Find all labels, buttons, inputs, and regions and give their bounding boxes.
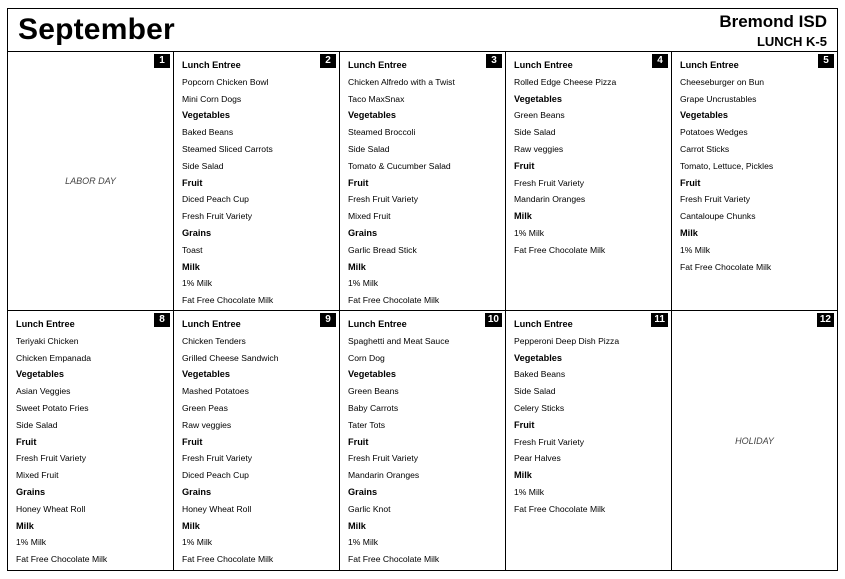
day-menu (514, 316, 649, 518)
menu-category-heading: Milk (348, 520, 366, 531)
menu-category-heading: Vegetables (514, 352, 563, 363)
menu-category-heading: Vegetables (182, 110, 231, 121)
menu-category-heading: Vegetables (514, 93, 563, 104)
menu-item: Garlic Knot (348, 503, 391, 514)
menu-category-heading: Milk (680, 227, 698, 238)
day-cell (672, 52, 837, 311)
day-cell (8, 311, 174, 571)
menu-item: Green Beans (514, 110, 565, 121)
menu-category-heading: Vegetables (348, 369, 397, 380)
menu-category-heading: Fruit (348, 177, 369, 188)
menu-item: Fresh Fruit Variety (514, 436, 585, 447)
day-note: LABOR DAY (65, 176, 116, 186)
menu-category-heading: Lunch Entree (348, 319, 407, 329)
menu-item: Fat Free Chocolate Milk (182, 295, 274, 306)
menu-item: Side Salad (514, 127, 556, 138)
menu-item: Fresh Fruit Variety (514, 177, 585, 188)
menu-item: Fat Free Chocolate Milk (348, 554, 440, 565)
day-number-badge: 4 (652, 54, 668, 68)
day-number-badge: 9 (320, 313, 336, 327)
menu-item: Mini Corn Dogs (182, 93, 242, 104)
menu-item: Fresh Fruit Variety (182, 211, 253, 222)
district-name: Bremond ISD (719, 12, 827, 31)
day-cell (174, 311, 340, 571)
menu-category-heading: Lunch Entree (514, 319, 573, 329)
day-cell (174, 52, 340, 311)
menu-calendar (7, 8, 838, 571)
menu-item: 1% Milk (680, 244, 711, 255)
menu-item: Fresh Fruit Variety (680, 194, 751, 205)
menu-category-heading: Fruit (680, 177, 701, 188)
day-note: HOLIDAY (735, 436, 774, 446)
menu-item: Side Salad (514, 386, 556, 397)
menu-item: Mixed Fruit (348, 211, 391, 222)
menu-item: Fresh Fruit Variety (182, 453, 253, 464)
menu-item: Fresh Fruit Variety (348, 194, 419, 205)
day-cell (672, 311, 837, 571)
menu-item: Mandarin Oranges (348, 470, 420, 481)
menu-item: Tomato, Lettuce, Pickles (680, 160, 774, 171)
menu-item: 1% Milk (182, 278, 213, 289)
menu-item: Chicken Tenders (182, 335, 246, 346)
menu-item: Chicken Empanada (16, 352, 92, 363)
menu-item: Fat Free Chocolate Milk (514, 503, 606, 514)
menu-category-heading: Milk (182, 520, 200, 531)
menu-item: Mixed Fruit (16, 470, 59, 481)
menu-item: Pear Halves (514, 453, 561, 464)
menu-category-heading: Fruit (348, 436, 369, 447)
menu-item: Diced Peach Cup (182, 470, 249, 481)
menu-item: Rolled Edge Cheese Pizza (514, 76, 617, 87)
menu-category-heading: Fruit (182, 177, 203, 188)
menu-item: Fat Free Chocolate Milk (348, 295, 440, 306)
menu-item: Honey Wheat Roll (182, 503, 252, 514)
menu-item: Raw veggies (514, 143, 564, 154)
menu-category-heading: Lunch Entree (182, 319, 241, 329)
day-menu (182, 316, 317, 568)
day-number-badge: 12 (817, 313, 834, 327)
menu-item: Mashed Potatoes (182, 386, 249, 397)
menu-item: Garlic Bread Stick (348, 244, 417, 255)
menu-item: Diced Peach Cup (182, 194, 249, 205)
menu-item: Tater Tots (348, 419, 386, 430)
menu-item: Grape Uncrustables (680, 93, 757, 104)
menu-item: Side Salad (16, 419, 58, 430)
menu-item: 1% Milk (348, 537, 379, 548)
menu-item: Cheeseburger on Bun (680, 76, 765, 87)
menu-item: 1% Milk (348, 278, 379, 289)
menu-category-heading: Grains (182, 486, 212, 497)
menu-category-heading: Milk (16, 520, 34, 531)
month-title: September (18, 13, 175, 46)
menu-item: Baked Beans (182, 127, 234, 138)
menu-category-heading: Grains (16, 486, 46, 497)
menu-category-heading: Lunch Entree (348, 60, 407, 70)
grade-level-label: LUNCH K-5 (756, 34, 827, 49)
menu-category-heading: Fruit (514, 419, 535, 430)
day-menu (680, 57, 815, 275)
menu-category-heading: Vegetables (680, 110, 729, 121)
menu-item: 1% Milk (182, 537, 213, 548)
menu-category-heading: Lunch Entree (182, 60, 241, 70)
menu-item: Potatoes Wedges (680, 127, 748, 138)
menu-item: Baked Beans (514, 369, 566, 380)
day-menu (514, 57, 649, 259)
menu-item: Fat Free Chocolate Milk (16, 554, 108, 565)
menu-item: Asian Veggies (16, 386, 71, 397)
menu-item: Fat Free Chocolate Milk (182, 554, 274, 565)
menu-category-heading: Lunch Entree (16, 319, 75, 329)
menu-item: Carrot Sticks (680, 143, 730, 154)
menu-category-heading: Fruit (182, 436, 203, 447)
menu-category-heading: Lunch Entree (514, 60, 573, 70)
menu-item: Side Salad (182, 160, 224, 171)
menu-item: Toast (182, 244, 203, 255)
day-number-badge: 11 (651, 313, 668, 327)
menu-item: Steamed Sliced Carrots (182, 143, 273, 154)
day-number-badge: 10 (485, 313, 502, 327)
day-menu (348, 57, 483, 309)
day-cell (340, 311, 506, 571)
menu-category-heading: Milk (514, 211, 532, 222)
menu-category-heading: Grains (348, 227, 378, 238)
menu-item: Pepperoni Deep Dish Pizza (514, 335, 620, 346)
menu-category-heading: Milk (182, 261, 200, 272)
menu-category-heading: Lunch Entree (680, 60, 739, 70)
menu-item: Mandarin Oranges (514, 194, 586, 205)
menu-category-heading: Fruit (514, 160, 535, 171)
menu-item: 1% Milk (16, 537, 47, 548)
day-menu (182, 57, 317, 309)
menu-category-heading: Grains (182, 227, 212, 238)
day-cell (340, 52, 506, 311)
menu-item: 1% Milk (514, 227, 545, 238)
menu-item: Steamed Broccoli (348, 127, 416, 138)
menu-item: Fresh Fruit Variety (348, 453, 419, 464)
day-number-badge: 3 (486, 54, 502, 68)
menu-category-heading: Fruit (16, 436, 37, 447)
menu-item: Honey Wheat Roll (16, 503, 86, 514)
menu-item: Side Salad (348, 143, 390, 154)
menu-item: Tomato & Cucumber Salad (348, 160, 451, 171)
menu-item: Corn Dog (348, 352, 385, 363)
day-cell (8, 52, 174, 311)
menu-item: Fresh Fruit Variety (16, 453, 87, 464)
day-cell (506, 311, 672, 571)
menu-category-heading: Vegetables (16, 369, 65, 380)
day-menu (16, 316, 151, 568)
menu-item: Green Beans (348, 386, 399, 397)
menu-item: 1% Milk (514, 486, 545, 497)
day-number-badge: 8 (154, 313, 170, 327)
menu-item: Raw veggies (182, 419, 232, 430)
menu-item: Chicken Alfredo with a Twist (348, 76, 455, 87)
menu-item: Baby Carrots (348, 402, 399, 413)
menu-item: Grilled Cheese Sandwich (182, 352, 279, 363)
menu-item: Cantaloupe Chunks (680, 211, 756, 222)
menu-item: Sweet Potato Fries (16, 402, 89, 413)
menu-item: Green Peas (182, 402, 228, 413)
menu-item: Celery Sticks (514, 402, 565, 413)
day-number-badge: 1 (154, 54, 170, 68)
calendar-grid (8, 52, 837, 571)
menu-item: Fat Free Chocolate Milk (680, 261, 772, 272)
calendar-header (8, 9, 837, 52)
menu-item: Taco MaxSnax (348, 93, 405, 104)
day-menu (348, 316, 483, 568)
menu-item: Teriyaki Chicken (16, 335, 79, 346)
menu-category-heading: Vegetables (182, 369, 231, 380)
menu-item: Fat Free Chocolate Milk (514, 244, 606, 255)
menu-category-heading: Vegetables (348, 110, 397, 121)
menu-item: Popcorn Chicken Bowl (182, 76, 269, 87)
menu-category-heading: Milk (348, 261, 366, 272)
day-cell (506, 52, 672, 311)
menu-item: Spaghetti and Meat Sauce (348, 335, 450, 346)
menu-category-heading: Grains (348, 486, 378, 497)
day-number-badge: 5 (818, 54, 834, 68)
menu-category-heading: Milk (514, 470, 532, 481)
day-number-badge: 2 (320, 54, 336, 68)
